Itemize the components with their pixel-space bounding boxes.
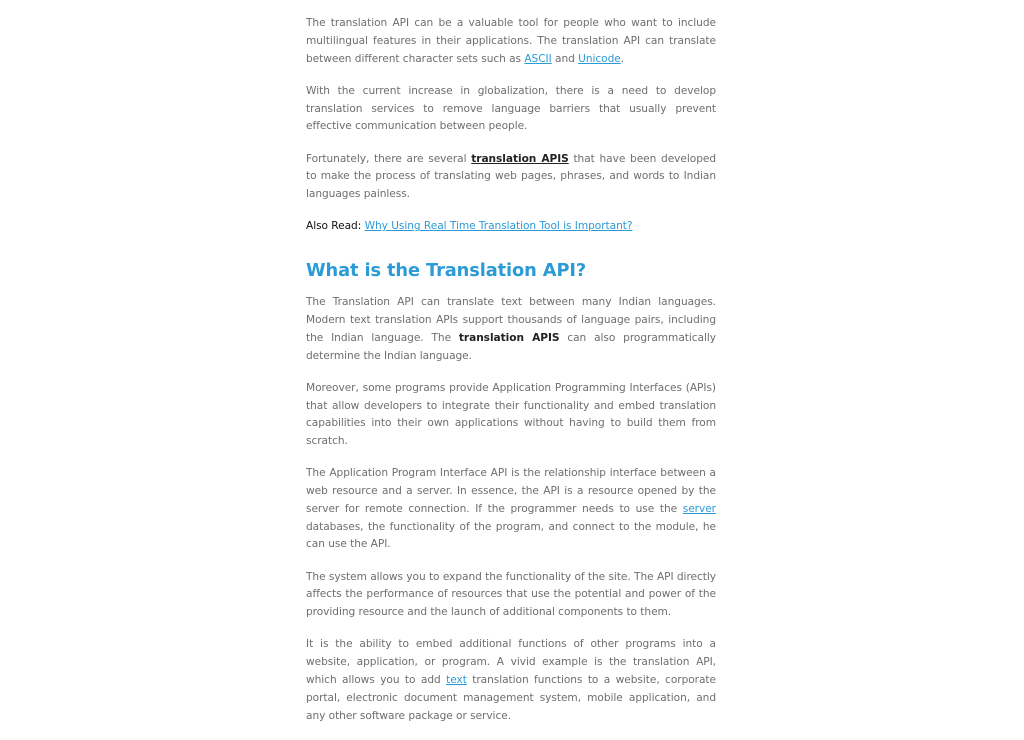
text-link[interactable]: text	[446, 674, 467, 687]
paragraph-translation-api	[306, 294, 716, 365]
paragraph-embed	[306, 636, 716, 725]
unicode-link[interactable]: Unicode	[578, 52, 621, 65]
paragraph-fortunately	[306, 151, 716, 204]
also-read	[306, 218, 716, 236]
paragraph-text: The Application Program Interface API is the relationship interface between a web resource and a server. In essence, the API is a resource opened by the server for remote connection. If the programmer needs to use the	[306, 467, 716, 515]
paragraph-text: It is the ability to embed additional functions of other programs into a website, application, or program. A vivid example is the translation API, which allows you to add	[306, 638, 716, 687]
bold-translation-apis: translation APIS	[458, 331, 560, 344]
paragraph-text: The Translation API can translate text between many Indian languages. Modern text translation APIs support thousands of language pairs, including the Indian language. The	[306, 296, 716, 344]
section-heading: What is the Translation API?	[306, 260, 587, 282]
paragraph-system: The system allows you to expand the functionality of the site. The API directly affects the performance of resources that use the potential and power of the providing resource and the launch of additional components to them.	[306, 570, 716, 619]
paragraph-api-interface	[306, 465, 716, 554]
paragraph-text: databases, the functionality of the program, and connect to the module, he can use the API.	[306, 520, 716, 551]
article-body	[306, 15, 716, 740]
paragraph-moreover: Moreover, some programs provide Application Programming Interfaces (APIs) that allow developers to integrate their functionality and embed translation capabilities into their own applications without having to build them from scratch.	[306, 381, 716, 448]
paragraph-text: translation functions to a website, corporate portal, electronic document management system, mobile application, and any other software package or service.	[306, 674, 716, 722]
paragraph-text: and	[551, 52, 579, 65]
paragraph-text: .	[620, 52, 625, 65]
also-read-label: Also Read:	[306, 220, 362, 233]
also-read-link[interactable]: Why Using Real Time Translation Tool is Important?	[364, 220, 633, 233]
paragraph-text: Fortunately, there are several	[306, 152, 472, 165]
translation-apis-link[interactable]: translation APIS	[471, 152, 569, 165]
paragraph-text: The translation API can be a valuable tool for people who want to include multilingual features in their applications. The translation API can translate between different character sets such as	[306, 17, 716, 65]
paragraph-text: can also programmatically determine the Indian language.	[306, 331, 716, 362]
paragraph-globalization: With the current increase in globalization, there is a need to develop translation services to remove language barriers that usually prevent effective communication between people.	[306, 84, 716, 133]
paragraph-text: that have been developed to make the process of translating web pages, phrases, and words to Indian languages painless.	[306, 152, 717, 201]
ascii-link[interactable]: ASCII	[524, 52, 552, 65]
paragraph-intro	[306, 15, 716, 68]
server-link[interactable]: server	[682, 502, 716, 515]
